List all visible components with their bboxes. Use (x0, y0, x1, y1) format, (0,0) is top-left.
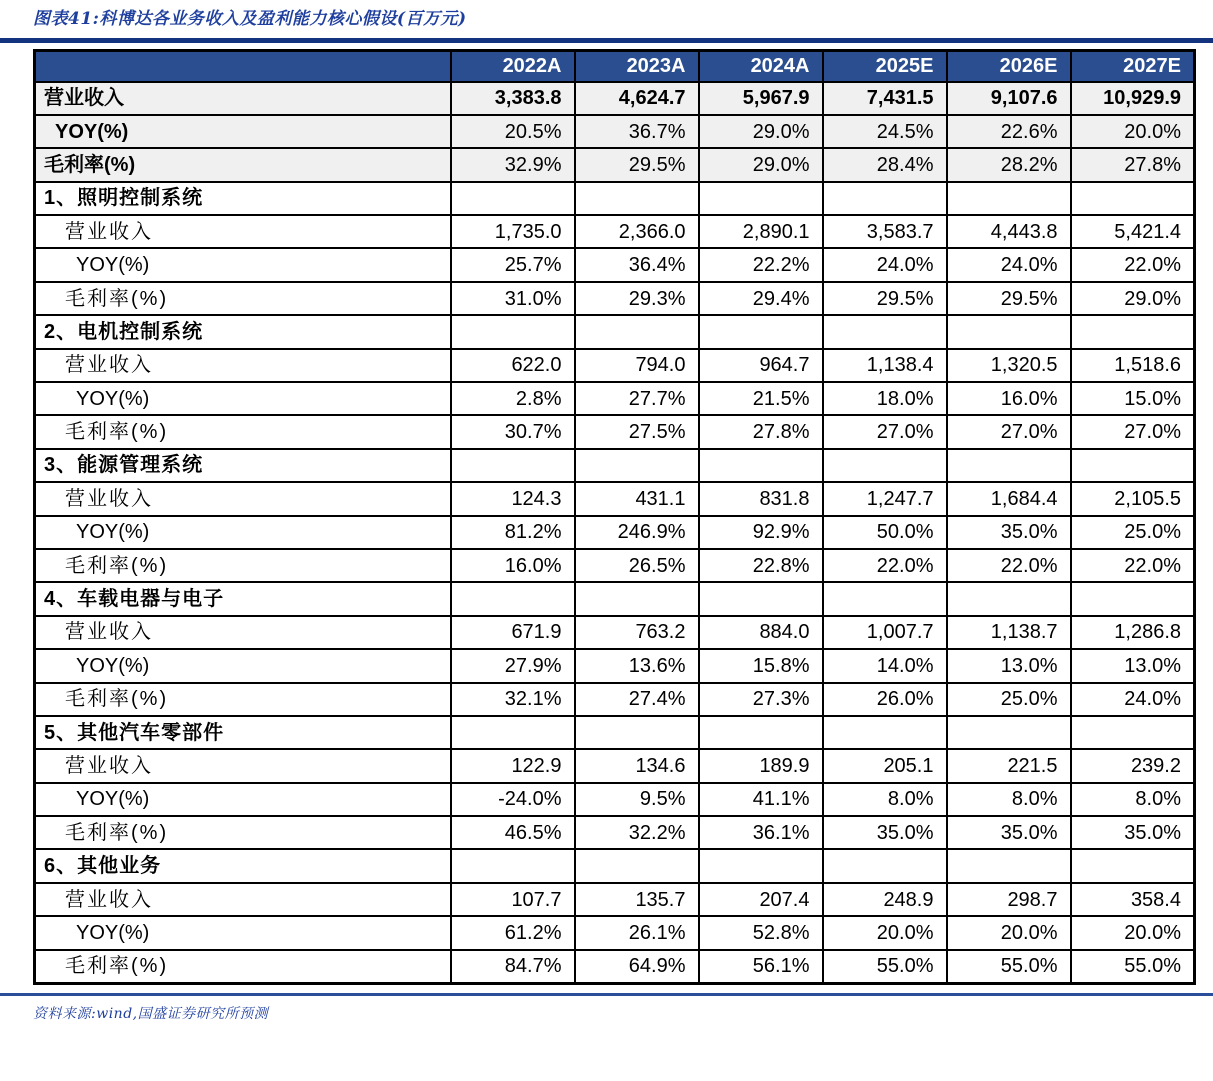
row-label: 毛利率(%) (35, 415, 451, 448)
value-cell: 29.5% (575, 148, 699, 181)
row-label: 毛利率(%) (35, 683, 451, 716)
empty-cell (947, 315, 1071, 348)
value-cell: 239.2 (1071, 749, 1195, 782)
empty-cell (947, 582, 1071, 615)
value-cell: 221.5 (947, 749, 1071, 782)
data-row-revenue (35, 215, 1195, 248)
value-cell: 36.7% (575, 115, 699, 148)
corner-header-cell (35, 51, 451, 82)
column-header: 2026E (947, 51, 1071, 82)
value-cell: 27.8% (1071, 148, 1195, 181)
row-label: 营业收入 (35, 482, 451, 515)
section-title: 2、电机控制系统 (35, 315, 451, 348)
value-cell: 27.9% (451, 649, 575, 682)
empty-cell (699, 449, 823, 482)
value-cell: 124.3 (451, 482, 575, 515)
value-cell: 26.0% (823, 683, 947, 716)
value-cell: 22.8% (699, 549, 823, 582)
value-cell: 92.9% (699, 516, 823, 549)
data-row-yoy (35, 382, 1195, 415)
row-label: YOY(%) (35, 248, 451, 281)
data-row-margin (35, 549, 1195, 582)
value-cell: 84.7% (451, 950, 575, 983)
value-cell: 13.0% (947, 649, 1071, 682)
value-cell: 1,320.5 (947, 349, 1071, 382)
value-cell: 20.0% (1071, 916, 1195, 949)
value-cell: 3,383.8 (451, 82, 575, 115)
value-cell: 36.1% (699, 816, 823, 849)
row-label: 营业收入 (35, 616, 451, 649)
empty-cell (575, 716, 699, 749)
row-label: YOY(%) (35, 516, 451, 549)
empty-cell (575, 582, 699, 615)
value-cell: 28.2% (947, 148, 1071, 181)
value-cell: 22.2% (699, 248, 823, 281)
value-cell: 64.9% (575, 950, 699, 983)
value-cell: 41.1% (699, 783, 823, 816)
value-cell: 13.0% (1071, 649, 1195, 682)
value-cell: 7,431.5 (823, 82, 947, 115)
empty-cell (451, 716, 575, 749)
value-cell: 1,684.4 (947, 482, 1071, 515)
section-title: 1、照明控制系统 (35, 182, 451, 215)
value-cell: 29.0% (699, 115, 823, 148)
column-header: 2025E (823, 51, 947, 82)
empty-cell (1071, 449, 1195, 482)
empty-cell (823, 849, 947, 882)
value-cell: 27.4% (575, 683, 699, 716)
data-row-yoy (35, 783, 1195, 816)
value-cell: 27.5% (575, 415, 699, 448)
data-row-yoy (35, 649, 1195, 682)
empty-cell (451, 849, 575, 882)
value-cell: 2,366.0 (575, 215, 699, 248)
value-cell: 20.0% (947, 916, 1071, 949)
empty-cell (823, 182, 947, 215)
value-cell: 964.7 (699, 349, 823, 382)
data-row-yoy (35, 516, 1195, 549)
table-header-row (35, 51, 1195, 82)
value-cell: 107.7 (451, 883, 575, 916)
row-label: YOY(%) (35, 649, 451, 682)
empty-cell (699, 182, 823, 215)
value-cell: 56.1% (699, 950, 823, 983)
section-header-row (35, 449, 1195, 482)
value-cell: 4,443.8 (947, 215, 1071, 248)
value-cell: 22.0% (823, 549, 947, 582)
empty-cell (947, 182, 1071, 215)
value-cell: 46.5% (451, 816, 575, 849)
data-row-revenue (35, 616, 1195, 649)
empty-cell (575, 315, 699, 348)
section-header-row (35, 582, 1195, 615)
value-cell: 763.2 (575, 616, 699, 649)
value-cell: 122.9 (451, 749, 575, 782)
value-cell: 35.0% (823, 816, 947, 849)
empty-cell (1071, 582, 1195, 615)
value-cell: 81.2% (451, 516, 575, 549)
data-row-margin (35, 816, 1195, 849)
value-cell: 1,138.4 (823, 349, 947, 382)
value-cell: 20.0% (823, 916, 947, 949)
row-label: 毛利率(%) (35, 148, 451, 181)
value-cell: 5,421.4 (1071, 215, 1195, 248)
value-cell: 5,967.9 (699, 82, 823, 115)
value-cell: 1,518.6 (1071, 349, 1195, 382)
value-cell: 622.0 (451, 349, 575, 382)
value-cell: 2,105.5 (1071, 482, 1195, 515)
value-cell: 24.0% (1071, 683, 1195, 716)
empty-cell (451, 182, 575, 215)
column-header: 2023A (575, 51, 699, 82)
value-cell: 30.7% (451, 415, 575, 448)
value-cell: 831.8 (699, 482, 823, 515)
empty-cell (1071, 716, 1195, 749)
value-cell: 358.4 (1071, 883, 1195, 916)
data-row-revenue (35, 883, 1195, 916)
value-cell: 10,929.9 (1071, 82, 1195, 115)
empty-cell (1071, 849, 1195, 882)
value-cell: 32.2% (575, 816, 699, 849)
value-cell: 32.9% (451, 148, 575, 181)
value-cell: 26.5% (575, 549, 699, 582)
section-header-row (35, 182, 1195, 215)
value-cell: 52.8% (699, 916, 823, 949)
table-head (35, 51, 1195, 82)
value-cell: 8.0% (947, 783, 1071, 816)
value-cell: 27.0% (1071, 415, 1195, 448)
value-cell: 8.0% (823, 783, 947, 816)
value-cell: 25.7% (451, 248, 575, 281)
value-cell: 1,286.8 (1071, 616, 1195, 649)
data-row-margin (35, 950, 1195, 983)
value-cell: 27.8% (699, 415, 823, 448)
empty-cell (699, 716, 823, 749)
value-cell: 22.6% (947, 115, 1071, 148)
assumptions-table (33, 49, 1196, 985)
value-cell: 29.5% (823, 282, 947, 315)
value-cell: 189.9 (699, 749, 823, 782)
row-label: 营业收入 (35, 883, 451, 916)
column-header: 2027E (1071, 51, 1195, 82)
value-cell: 25.0% (1071, 516, 1195, 549)
data-row-revenue (35, 749, 1195, 782)
section-title: 6、其他业务 (35, 849, 451, 882)
value-cell: 16.0% (451, 549, 575, 582)
value-cell: 24.0% (823, 248, 947, 281)
value-cell: 24.5% (823, 115, 947, 148)
section-title: 5、其他汽车零部件 (35, 716, 451, 749)
value-cell: 207.4 (699, 883, 823, 916)
value-cell: 35.0% (1071, 816, 1195, 849)
value-cell: 16.0% (947, 382, 1071, 415)
value-cell: 1,007.7 (823, 616, 947, 649)
value-cell: 35.0% (947, 516, 1071, 549)
value-cell: 2.8% (451, 382, 575, 415)
title-divider-rule (0, 38, 1213, 43)
empty-cell (823, 449, 947, 482)
section-header-row (35, 315, 1195, 348)
value-cell: 27.7% (575, 382, 699, 415)
value-cell: 27.3% (699, 683, 823, 716)
table-body (35, 82, 1195, 984)
row-label: YOY(%) (35, 783, 451, 816)
value-cell: 26.1% (575, 916, 699, 949)
value-cell: 25.0% (947, 683, 1071, 716)
value-cell: 28.4% (823, 148, 947, 181)
value-cell: 14.0% (823, 649, 947, 682)
source-note: 资料来源:wind,国盛证券研究所预测 (33, 1005, 269, 1022)
row-label: 毛利率(%) (35, 282, 451, 315)
value-cell: 20.5% (451, 115, 575, 148)
value-cell: 794.0 (575, 349, 699, 382)
value-cell: 22.0% (947, 549, 1071, 582)
row-label: 毛利率(%) (35, 816, 451, 849)
data-row-margin (35, 683, 1195, 716)
value-cell: 671.9 (451, 616, 575, 649)
report-figure (0, 9, 1213, 1023)
value-cell: 884.0 (699, 616, 823, 649)
empty-cell (451, 315, 575, 348)
value-cell: 15.0% (1071, 382, 1195, 415)
empty-cell (1071, 315, 1195, 348)
empty-cell (823, 716, 947, 749)
data-row-revenue (35, 482, 1195, 515)
value-cell: 32.1% (451, 683, 575, 716)
column-header: 2024A (699, 51, 823, 82)
row-label: YOY(%) (35, 382, 451, 415)
value-cell: 205.1 (823, 749, 947, 782)
empty-cell (575, 849, 699, 882)
empty-cell (699, 315, 823, 348)
value-cell: 22.0% (1071, 248, 1195, 281)
empty-cell (947, 716, 1071, 749)
empty-cell (451, 582, 575, 615)
value-cell: 61.2% (451, 916, 575, 949)
summary-row-yoy (35, 115, 1195, 148)
value-cell: 2,890.1 (699, 215, 823, 248)
value-cell: 24.0% (947, 248, 1071, 281)
section-title: 4、车载电器与电子 (35, 582, 451, 615)
empty-cell (1071, 182, 1195, 215)
value-cell: 246.9% (575, 516, 699, 549)
row-label: 毛利率(%) (35, 549, 451, 582)
row-label: YOY(%) (35, 115, 451, 148)
section-title: 3、能源管理系统 (35, 449, 451, 482)
empty-cell (823, 315, 947, 348)
empty-cell (699, 582, 823, 615)
value-cell: 31.0% (451, 282, 575, 315)
value-cell: 135.7 (575, 883, 699, 916)
value-cell: 27.0% (823, 415, 947, 448)
column-header: 2022A (451, 51, 575, 82)
value-cell: -24.0% (451, 783, 575, 816)
value-cell: 36.4% (575, 248, 699, 281)
value-cell: 1,138.7 (947, 616, 1071, 649)
value-cell: 35.0% (947, 816, 1071, 849)
value-cell: 55.0% (1071, 950, 1195, 983)
section-header-row (35, 849, 1195, 882)
empty-cell (823, 582, 947, 615)
empty-cell (947, 449, 1071, 482)
data-row-margin (35, 282, 1195, 315)
empty-cell (575, 182, 699, 215)
figure-title: 图表41:科博达各业务收入及盈利能力核心假设(百万元) (33, 9, 467, 29)
value-cell: 13.6% (575, 649, 699, 682)
row-label: 营业收入 (35, 215, 451, 248)
value-cell: 431.1 (575, 482, 699, 515)
data-row-yoy (35, 916, 1195, 949)
value-cell: 55.0% (947, 950, 1071, 983)
row-label: 毛利率(%) (35, 950, 451, 983)
value-cell: 9.5% (575, 783, 699, 816)
value-cell: 27.0% (947, 415, 1071, 448)
data-row-yoy (35, 248, 1195, 281)
row-label: YOY(%) (35, 916, 451, 949)
value-cell: 4,624.7 (575, 82, 699, 115)
value-cell: 29.0% (699, 148, 823, 181)
value-cell: 50.0% (823, 516, 947, 549)
value-cell: 1,735.0 (451, 215, 575, 248)
value-cell: 21.5% (699, 382, 823, 415)
value-cell: 18.0% (823, 382, 947, 415)
empty-cell (575, 449, 699, 482)
value-cell: 29.4% (699, 282, 823, 315)
value-cell: 29.5% (947, 282, 1071, 315)
section-header-row (35, 716, 1195, 749)
table-bottom-rule (0, 993, 1213, 996)
empty-cell (451, 449, 575, 482)
summary-row-margin (35, 148, 1195, 181)
empty-cell (947, 849, 1071, 882)
data-row-margin (35, 415, 1195, 448)
empty-cell (699, 849, 823, 882)
row-label: 营业收入 (35, 349, 451, 382)
value-cell: 29.0% (1071, 282, 1195, 315)
value-cell: 9,107.6 (947, 82, 1071, 115)
value-cell: 248.9 (823, 883, 947, 916)
value-cell: 298.7 (947, 883, 1071, 916)
value-cell: 29.3% (575, 282, 699, 315)
row-label: 营业收入 (35, 82, 451, 115)
value-cell: 15.8% (699, 649, 823, 682)
value-cell: 20.0% (1071, 115, 1195, 148)
value-cell: 55.0% (823, 950, 947, 983)
value-cell: 22.0% (1071, 549, 1195, 582)
value-cell: 3,583.7 (823, 215, 947, 248)
value-cell: 134.6 (575, 749, 699, 782)
summary-row-revenue (35, 82, 1195, 115)
value-cell: 8.0% (1071, 783, 1195, 816)
data-row-revenue (35, 349, 1195, 382)
value-cell: 1,247.7 (823, 482, 947, 515)
row-label: 营业收入 (35, 749, 451, 782)
